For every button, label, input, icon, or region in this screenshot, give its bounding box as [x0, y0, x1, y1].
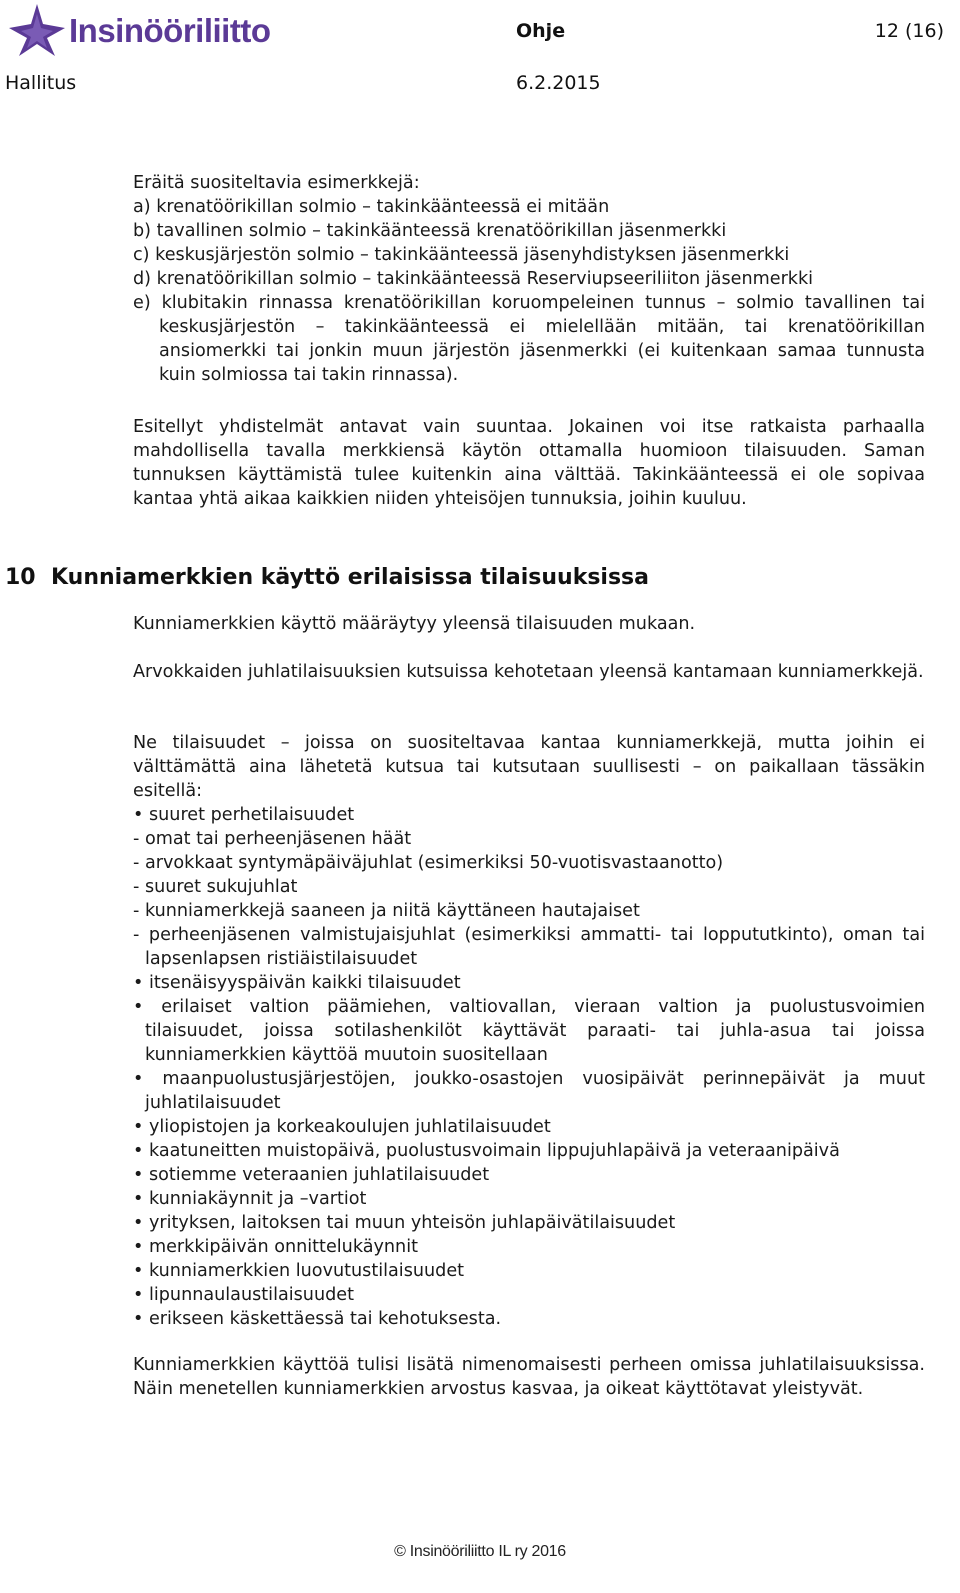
- page-number: 12 (16): [874, 20, 944, 42]
- star-logo-icon: [7, 4, 67, 56]
- list-item: • kaatuneitten muistopäivä, puolustusvoimain lippujuhlapäivä ja veteraanipäivä: [133, 1141, 840, 1161]
- organization-unit: Hallitus: [5, 72, 77, 94]
- example-item-d: d) krenatöörikillan solmio – takinkäänteessä Reserviupseeriliiton jäsenmerkki: [133, 269, 814, 289]
- list-item: - omat tai perheenjäsenen häät: [133, 829, 412, 849]
- closing-paragraph: Kunniamerkkien käyttöä tulisi lisätä nimenomaisesti perheen omissa juhlatilaisuuksissa. Näin menetellen kunniamerkkien arvostus kasvaa, ja oikeat käyttötavat yleistyvät.: [133, 1355, 925, 1399]
- example-item-c: c) keskusjärjestön solmio – takinkäänteessä jäsenyhdistyksen jäsenmerkki: [133, 245, 790, 265]
- list-item: • maanpuolustusjärjestöjen, joukko-osastojen vuosipäivät perinnepäivät ja muut juhlatilaisuudet: [133, 1069, 925, 1113]
- list-item: • kunniamerkkien luovutustilaisuudet: [133, 1261, 465, 1281]
- list-item: • itsenäisyyspäivän kaikki tilaisuudet: [133, 973, 461, 993]
- example-item-b: b) tavallinen solmio – takinkäänteessä krenatöörikillan jäsenmerkki: [133, 221, 727, 241]
- example-item-a: a) krenatöörikillan solmio – takinkäänteessä ei mitään: [133, 197, 610, 217]
- section-number: 10: [5, 565, 36, 590]
- document-type: Ohje: [516, 20, 566, 42]
- list-item: • kunniakäynnit ja –vartiot: [133, 1189, 367, 1209]
- examples-note: Esitellyt yhdistelmät antavat vain suuntaa. Jokainen voi itse ratkaista parhaalla mahdollisella tavalla merkkiensä käytön ottamalla huomioon tilaisuuden. Saman tunnuksen käyttämistä tulee kuitenkin aina välttää. Takinkäänteessä ei ole sopivaa kantaa yhtä aikaa kaikkien niiden yhteisöjen tunnuksia, joihin kuuluu.: [133, 417, 925, 509]
- examples-intro: Eräitä suositeltavia esimerkkejä:: [133, 173, 420, 193]
- section-heading: [5, 565, 649, 590]
- section-title: Kunniamerkkien käyttö erilaisissa tilaisuuksissa: [51, 565, 649, 590]
- list-item: - arvokkaat syntymäpäiväjuhlat (esimerkiksi 50-vuotisvastaanotto): [133, 853, 724, 873]
- list-item: - perheenjäsenen valmistujaisjuhlat (esimerkiksi ammatti- tai loppututkinto), oman tai lapsenlapsen ristiäistilaisuudet: [133, 925, 925, 969]
- list-item: • yrityksen, laitoksen tai muun yhteisön juhlapäivätilaisuudet: [133, 1213, 676, 1233]
- list-item: • yliopistojen ja korkeakoulujen juhlatilaisuudet: [133, 1117, 551, 1137]
- section-para-1: Kunniamerkkien käyttö määräytyy yleensä tilaisuuden mukaan.: [133, 614, 696, 634]
- occasions-block: [133, 731, 925, 1331]
- list-item: • erilaiset valtion päämiehen, valtiovallan, vieraan valtion ja puolustusvoimien tilaisuudet, joissa sotilashenkilöt käyttävät paraati- tai juhla-asua tai joissa kunniamerkkien käyttöä muutoin suositellaan: [133, 997, 925, 1065]
- document-date: 6.2.2015: [516, 72, 601, 94]
- logo-wordmark: Insinööriliitto: [69, 11, 271, 49]
- occasions-intro: Ne tilaisuudet – joissa on suositeltavaa kantaa kunniamerkkejä, mutta joihin ei välttämättä aina lähetetä kutsua tai kutsutaan suullisesti – on paikallaan tässäkin esitellä:: [133, 733, 925, 801]
- examples-block: [133, 171, 925, 387]
- example-item-e: e) klubitakin rinnassa krenatöörikillan koruompeleinen tunnus – solmio tavallinen tai keskusjärjestön – takinkäänteessä ei mielellään mitään, tai krenatöörikillan ansiomerkki tai jonkin muun järjestön jäsenmerkki (ei kuitenkaan samaa tunnusta kuin solmiossa tai takin rinnassa).: [133, 293, 925, 385]
- list-item: • lipunnaulaustilaisuudet: [133, 1285, 354, 1305]
- list-item: - kunniamerkkejä saaneen ja niitä käyttäneen hautajaiset: [133, 901, 640, 921]
- insinooriliitto-logo: [7, 4, 270, 56]
- list-item: • sotiemme veteraanien juhlatilaisuudet: [133, 1165, 490, 1185]
- list-item: • suuret perhetilaisuudet: [133, 805, 355, 825]
- section-para-2: Arvokkaiden juhlatilaisuuksien kutsuissa kehotetaan yleensä kantamaan kunniamerkkejä.: [133, 662, 924, 682]
- list-item: - suuret sukujuhlat: [133, 877, 298, 897]
- list-item: • merkkipäivän onnittelukäynnit: [133, 1237, 418, 1257]
- copyright-footer: © Insinööriliitto IL ry 2016: [394, 1543, 566, 1560]
- list-item: • erikseen käskettäessä tai kehotuksesta.: [133, 1309, 502, 1329]
